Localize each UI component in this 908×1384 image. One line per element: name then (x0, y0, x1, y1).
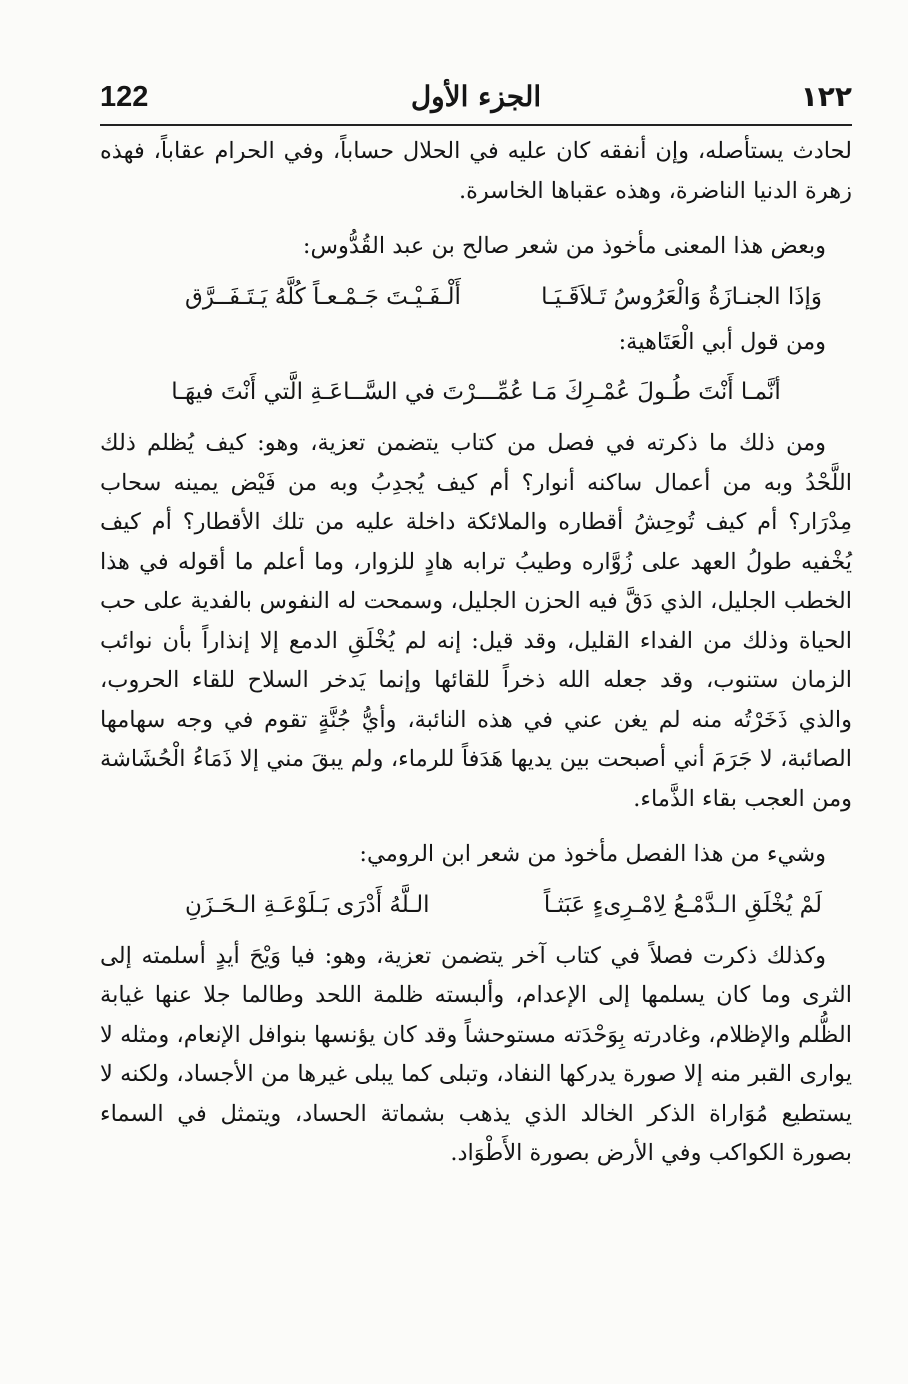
paragraph: لحادث يستأصله، وإن أنفقه كان عليه في الحلال حساباً، وفي الحرام عقاباً، فهذه زهرة الدنيا الناضرة، وهذه عقباها الخاسرة. (100, 138, 852, 204)
page-number-latin: 122 (100, 81, 149, 113)
verse-line (100, 372, 852, 412)
page-number-arabic: ١٢٢ (800, 80, 852, 113)
verse-intro: وبعض هذا المعنى مأخوذ من شعر صالح بن عبد القُدُّوس: (302, 233, 826, 259)
verse-line (100, 885, 852, 925)
page-content (100, 132, 852, 1332)
verse-full: أنَّمـا أَنْتَ طُـولَ عُمْـرِكَ مَـا عُمِّـــرْتَ في السَّــاعَـةِ الَّتي أَنْتَ فيهَـا (171, 379, 781, 405)
running-title: الجزء الأول (410, 80, 542, 113)
paragraph: ومن ذلك ما ذكرته في فصل من كتاب يتضمن تعزية، وهو: كيف يُظلم ذلك اللَّحْدُ وبه من أعمال ساكنه أنوار؟ أم كيف يُجدِبُ وبه من فَيْض يمينه سحاب مِدْرَار؟ أم كيف تُوحِشُ أقطاره والملائكة داخلة عليه من تلك الأقطار؟ أم كيف يُخْفيه طولُ العهد على زُوَّاره وطيبُ ترابه هادٍ للزوار، وما أعلم ما أقوله في هذا الخطب الجليل، الذي دَقَّ فيه الحزن الجليل، وسمحت له النفوس بالفدية على حب الحياة وذلك من الفداء القليل، وقد قيل: إنه لم يُخْلَقِ الدمع إلا إنذاراً بأن نوائب الزمان ستنوب، وقد جعله الله ذخراً للقائها وإنما يَدخر السلاح للقاء الحروب، والذي ذَخَرْتُه منه لم يغن عني في هذه النائبة، وأيُّ جُنَّةٍ تقوم في وجه سهامها الصائبة، لا جَرَمَ أني أصبحت بين يديها هَدَفاً للرماء، ولم يبقَ مني إلا ذَمَاءُ الْحُشَاشة ومن العجب بقاء الذَّماء. (100, 430, 852, 812)
page-header (100, 72, 852, 122)
verse-intro: وشيء من هذا الفصل مأخوذ من شعر ابن الرومي: (359, 841, 826, 867)
header-rule (100, 124, 852, 126)
verse-intro: ومن قول أبي الْعَتَاهية: (618, 328, 826, 355)
paragraph: وكذلك ذكرت فصلاً في كتاب آخر يتضمن تعزية، وهو: فيا وَيْحَ أيدٍ أسلمته إلى الثرى وما كان يسلمها إلى الإعدام، وألبسته ظلمة اللحد وطالما جلا عنها غيابة الظُّلم والإظلام، وغادرته بِوَحْدَته مستوحشاً وقد كان يؤنسها بنوافل الإنعام، ومثله لا يوارى القبر منه إلا صورة يدركها النفاد، وتبلى كما يبلى غيرها من الأجساد، ولكنه لا يستطيع مُوَاراة الذكر الخالد الذي يذهب بشماتة الحساد، ويتمثل في السماء بصورة الكواكب وفي الأرض بصورة الأَطْوَاد. (100, 942, 852, 1166)
verse-second-hemistich: الـلَّهُ أَدْرَى بَـلَوْعَـةِ الـحَـزَنِ (185, 891, 430, 918)
verse-first-hemistich: لَمْ يُخْلَقِ الـدَّمْـعُ لِامْـرِىءٍ عَبَثـاً (543, 891, 822, 918)
verse-line (100, 277, 852, 317)
verse-first-hemistich: وَإذَا الجنـازَةُ وَالْعَرُوسُ تَـلاَقَـيَـا (541, 283, 822, 310)
verse-second-hemistich: أَلْـفَـيْـتَ جَـمْـعـاً كُلَّهُ يَـتَـفَــرَّق (185, 283, 461, 310)
